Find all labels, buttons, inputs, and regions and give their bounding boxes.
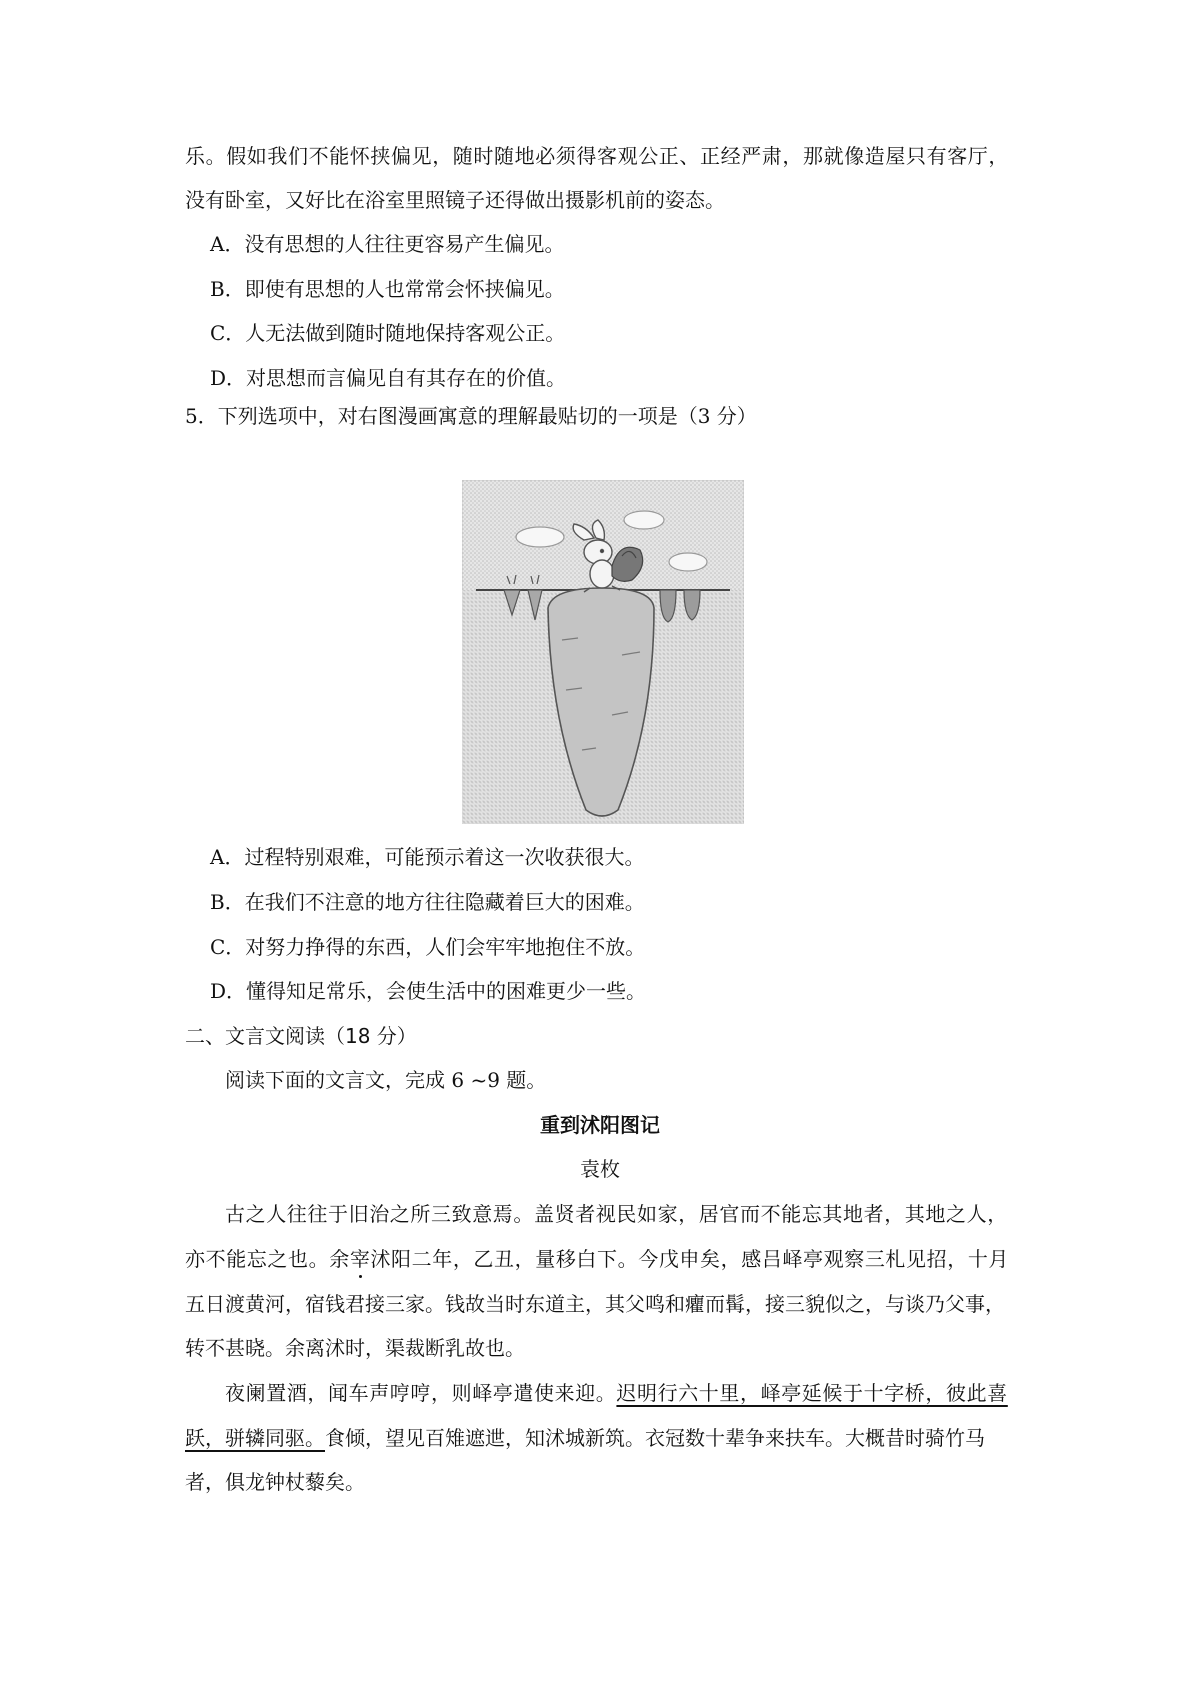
section-heading: 二、文言文阅读（18 分） <box>185 1024 417 1048</box>
section-instruction: 阅读下面的文言文，完成 6 ~9 题。 <box>225 1068 547 1092</box>
q5-stem: 5．下列选项中，对右图漫画寓意的理解最贴切的一项是（3 分） <box>185 404 757 428</box>
passage-line: 乐。假如我们不能怀挟偏见，随时随地必须得客观公正、正经严肃，那就像造屋只有客厅， <box>185 144 1009 168</box>
q5-option-a: A．过程特别艰难，可能预示着这一次收获很大。 <box>210 845 645 869</box>
underlined-sentence: 跃，骈辚同驱。 <box>185 1426 325 1450</box>
q4-option-d: D．对思想而言偏见自有其存在的价值。 <box>210 366 567 390</box>
passage-line: 五日渡黄河，宿钱君接三家。钱故当时东道主，其父鸣和癯而髯，接三貌似之，与谈乃父事， <box>185 1292 1005 1316</box>
q4-option-a: A．没有思想的人往往更容易产生偏见。 <box>210 232 565 256</box>
passage-line <box>185 1424 985 1452</box>
passage-line <box>185 1245 1009 1273</box>
underlined-sentence: 迟明行六十里，峄亭延候于十字桥，彼此喜 <box>616 1381 1008 1405</box>
passage-author: 袁枚 <box>580 1157 620 1181</box>
passage-text: 食倾，望见百雉遮迣，知沭城新筑。衣冠数十辈争来扶车。大概昔时骑竹马 <box>325 1426 985 1450</box>
q4-option-c: C．人无法做到随时随地保持客观公正。 <box>210 321 566 345</box>
passage-line: 转不甚晓。余离沭时，渠裁断乳故也。 <box>185 1336 525 1360</box>
passage-line: 古之人往往于旧治之所三致意焉。盖贤者视民如家，居官而不能忘其地者，其地之人， <box>225 1202 1008 1226</box>
passage-text: 夜阑置酒，闻车声哼哼，则峄亭遣使来迎。 <box>225 1381 617 1405</box>
q5-option-c: C．对努力挣得的东西，人们会牢牢地抱住不放。 <box>210 935 646 959</box>
passage-line <box>225 1379 1008 1407</box>
passage-line: 没有卧室，又好比在浴室里照镜子还得做出摄影机前的姿态。 <box>185 188 725 212</box>
passage-line: 者，俱龙钟杖藜矣。 <box>185 1470 365 1494</box>
passage-text: 沭阳二年，乙丑，量移白下。今戊申矣，感吕峄亭观察三札见招，十月 <box>370 1247 1010 1271</box>
passage-text: 亦不能忘之也。余 <box>185 1247 350 1271</box>
passage-title: 重到沭阳图记 <box>540 1113 660 1137</box>
q5-option-d: D．懂得知足常乐，会使生活中的困难更少一些。 <box>210 979 647 1003</box>
q4-option-b: B．即使有思想的人也常常会怀挟偏见。 <box>210 277 565 301</box>
q5-option-b: B．在我们不注意的地方往往隐藏着巨大的困难。 <box>210 890 645 914</box>
cartoon-image <box>462 480 744 824</box>
emphasized-char: 宰 <box>349 1247 371 1271</box>
